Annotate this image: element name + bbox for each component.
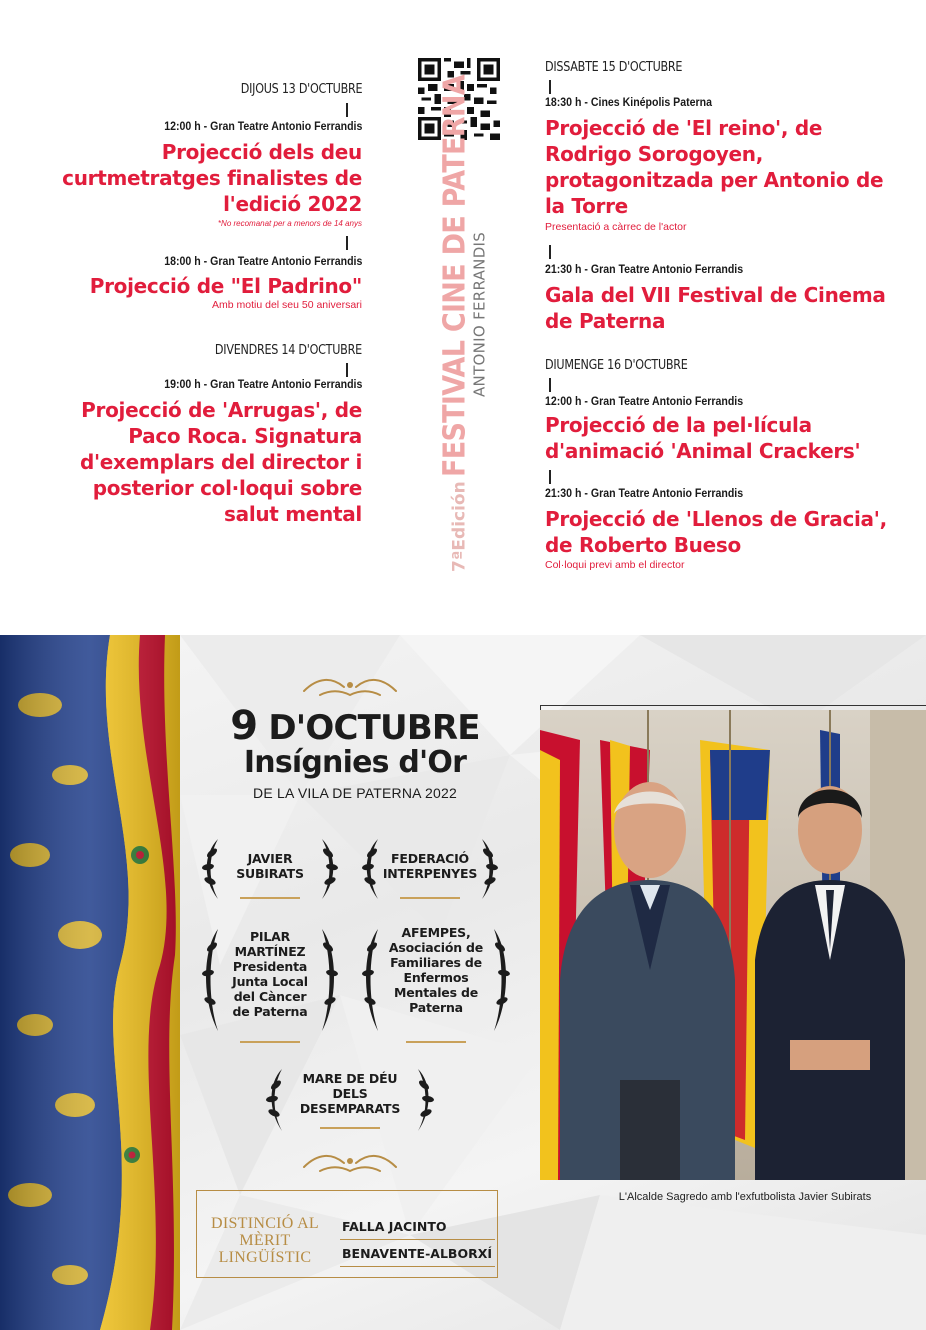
event-title: Projecció de "El Padrino"	[89, 274, 362, 298]
mayor-photo	[540, 710, 926, 1180]
event-title: Projecció dels deu curtmetratges finalistes de l'edició 2022	[62, 140, 362, 216]
festival-schedule	[0, 0, 926, 620]
gold-underline	[240, 897, 300, 899]
award-pilar-martinez	[196, 921, 344, 1051]
award-name: AFEMPES, Asociación de Familiares de Enfermos Mentales de Paterna	[388, 925, 484, 1015]
divider-tick	[549, 378, 551, 392]
award-afempes	[356, 921, 516, 1051]
gold-divider	[340, 1266, 495, 1267]
event-time-venue: 18:00 h - Gran Teatre Antonio Ferrandis	[163, 256, 362, 268]
honors-section	[0, 635, 926, 1330]
gold-underline	[406, 1041, 466, 1043]
gold-divider	[340, 1239, 495, 1240]
title-month: D'OCTUBRE	[268, 708, 480, 748]
honors-title	[195, 703, 515, 801]
distinction-label: DISTINCIÓ AL MÈRIT LINGÜÍSTIC	[210, 1215, 320, 1266]
divider-tick	[346, 363, 348, 377]
day-heading: DIVENDRES 14 D'OCTUBRE	[215, 343, 362, 358]
award-name: FEDERACIÓ INTERPENYES	[382, 851, 478, 881]
photo-caption: L'Alcalde Sagredo amb l'exfutbolista Javier Subirats	[618, 1191, 872, 1203]
event-note: Col·loqui previ amb el director	[545, 559, 685, 571]
festival-title: FESTIVAL CINE DE PATERNA	[437, 74, 473, 477]
divider-tick	[549, 245, 551, 259]
event-note: Presentació a càrrec de l'actor	[545, 221, 687, 233]
award-federacio-interpenyes	[356, 833, 504, 905]
divider-tick	[346, 236, 348, 250]
event-time-venue: 12:00 h - Gran Teatre Antonio Ferrandis	[545, 396, 744, 408]
award-name: JAVIER SUBIRATS	[236, 851, 304, 881]
event-note: *No recomanat per a menors de 14 anys	[217, 219, 362, 228]
festival-subtitle: ANTONIO FERRANDIS	[470, 231, 489, 397]
divider-tick	[549, 80, 551, 94]
valencian-flag-image	[0, 635, 180, 1330]
event-title: Projecció de 'Llenos de Gracia', de Roberto Bueso	[545, 507, 887, 557]
day-heading: DIUMENGE 16 D'OCTUBRE	[545, 358, 688, 373]
award-name: PILAR MARTÍNEZ Presidenta Junta Local del Càncer de Paterna	[232, 929, 308, 1019]
title-number: 9	[230, 703, 258, 749]
event-time-venue: 21:30 h - Gran Teatre Antonio Ferrandis	[545, 488, 744, 500]
day-heading: DISSABTE 15 D'OCTUBRE	[545, 60, 683, 75]
divider-tick	[346, 103, 348, 117]
award-name: MARE DE DÉU DELS DESEMPARATS	[299, 1071, 401, 1116]
distinction-name-line2: BENAVENTE-ALBORXÍ	[342, 1246, 492, 1261]
award-javier-subirats	[196, 833, 344, 905]
gold-underline	[320, 1127, 380, 1129]
event-time-venue: 12:00 h - Gran Teatre Antonio Ferrandis	[163, 121, 362, 133]
event-time-venue: 21:30 h - Gran Teatre Antonio Ferrandis	[545, 264, 744, 276]
title-insignies: Insígnies d'Or	[243, 745, 467, 780]
divider-tick	[549, 470, 551, 484]
event-title: Gala del VII Festival de Cinema de Paterna	[545, 283, 886, 333]
event-time-venue: 19:00 h - Gran Teatre Antonio Ferrandis	[163, 379, 362, 391]
day-heading: DIJOUS 13 D'OCTUBRE	[240, 82, 362, 97]
title-subheading: DE LA VILA DE PATERNA 2022	[253, 785, 457, 801]
gold-underline	[400, 897, 460, 899]
gold-ornament	[300, 1149, 400, 1177]
festival-vertical-title	[418, 74, 508, 572]
event-title: Projecció de la pel·lícula d'animació 'Animal Crackers'	[545, 413, 861, 463]
distinction-name-line1: FALLA JACINTO	[342, 1219, 447, 1234]
award-mare-de-deu	[262, 1063, 438, 1137]
festival-edition: 7ªEdición	[449, 481, 470, 572]
gold-underline	[240, 1041, 300, 1043]
event-title: Projecció de 'Arrugas', de Paco Roca. Signatura d'exemplars del director i posterior col·loqui sobre salut mental	[79, 398, 362, 526]
event-time-venue: 18:30 h - Cines Kinépolis Paterna	[545, 97, 712, 109]
event-title: Projecció de 'El reino', de Rodrigo Sorogoyen, protagonitzada per Antonio de la Torre	[545, 116, 884, 218]
event-note: Amb motiu del seu 50 aniversari	[212, 299, 362, 311]
gold-ornament	[300, 673, 400, 701]
